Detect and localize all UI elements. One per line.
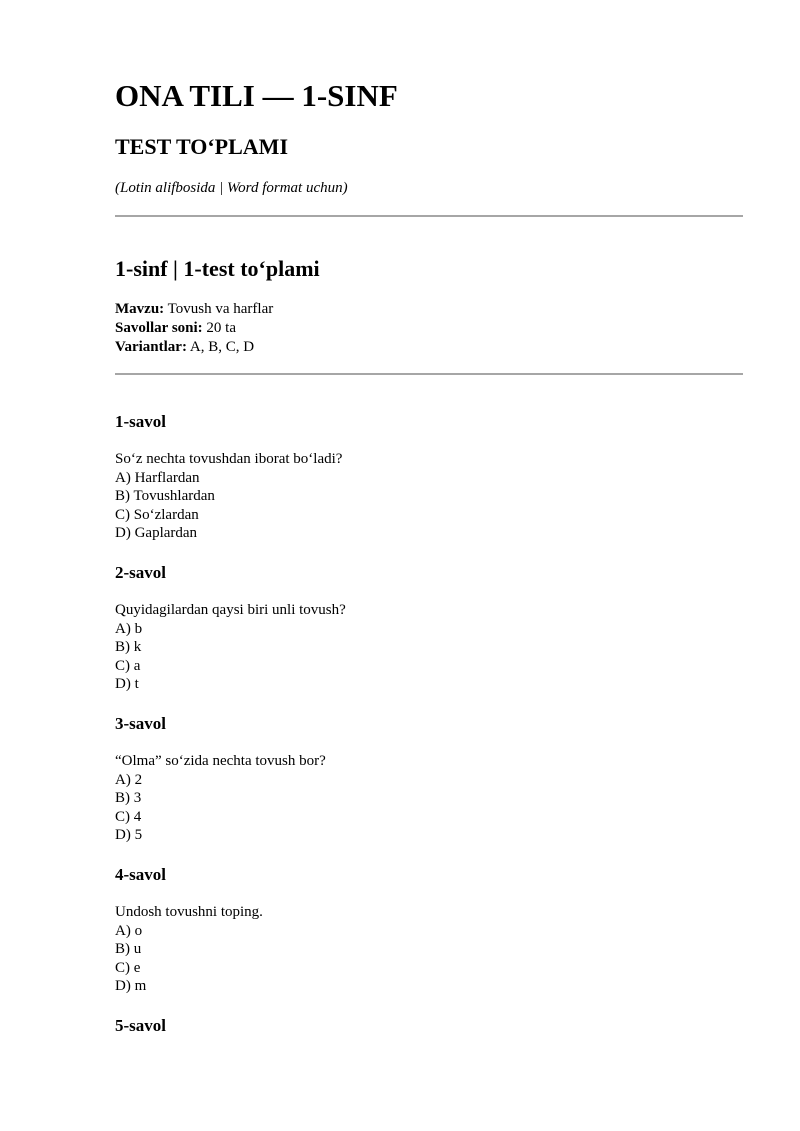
answer-option-c: C) e — [115, 959, 141, 976]
question-text: So‘z nechta tovushdan iborat bo‘ladi? — [115, 451, 343, 467]
document-subtitle: TEST TO‘PLAMI — [115, 134, 289, 159]
document-title: ONA TILI — 1-SINF — [115, 78, 398, 113]
answer-option-c: C) a — [115, 657, 141, 674]
section-meta — [115, 300, 273, 357]
horizontal-divider — [115, 215, 743, 217]
answer-option-a: A) b — [115, 620, 143, 637]
question-3 — [115, 713, 743, 845]
topic-label: Mavzu: — [115, 301, 165, 317]
question-2 — [115, 562, 743, 694]
question-count-value: 20 ta — [206, 320, 236, 336]
answer-option-a: A) Harflardan — [115, 469, 200, 486]
question-1 — [115, 411, 743, 543]
answer-option-d: D) 5 — [115, 827, 143, 844]
question-list — [115, 411, 743, 1056]
answer-option-d: D) t — [115, 676, 139, 693]
question-heading: 2-savol — [115, 562, 166, 582]
question-count-line — [115, 319, 273, 338]
answer-option-b: B) Tovushlardan — [115, 488, 215, 505]
section-title: 1-sinf | 1-test to‘plami — [115, 256, 320, 281]
answer-option-b: B) 3 — [115, 790, 142, 807]
horizontal-divider — [115, 373, 743, 375]
question-count-label: Savollar soni: — [115, 320, 203, 336]
question-heading: 1-savol — [115, 412, 166, 431]
question-text: Undosh tovushni toping. — [115, 903, 263, 920]
answer-option-b: B) u — [115, 941, 142, 958]
question-heading: 3-savol — [115, 713, 166, 733]
answer-option-a: A) o — [115, 922, 143, 939]
document-note: (Lotin alifbosida | Word format uchun) — [115, 180, 348, 196]
answer-option-a: A) 2 — [115, 771, 143, 788]
variants-value: A, B, C, D — [189, 339, 255, 355]
question-heading: 5-savol — [115, 1015, 166, 1035]
variants-label: Variantlar: — [115, 339, 187, 355]
answer-option-c: C) So‘zlardan — [115, 506, 199, 523]
answer-option-b: B) k — [115, 639, 142, 656]
question-text: Quyidagilardan qaysi biri unli tovush? — [115, 601, 346, 618]
topic-value: Tovush va harflar — [167, 301, 274, 317]
variants-line — [115, 338, 273, 357]
answer-option-d: D) m — [115, 978, 147, 995]
question-5 — [115, 1015, 743, 1037]
question-4 — [115, 864, 743, 996]
answer-option-d: D) Gaplardan — [115, 525, 198, 542]
question-text: “Olma” so‘zida nechta tovush bor? — [115, 752, 326, 769]
answer-option-c: C) 4 — [115, 808, 142, 825]
topic-line — [115, 300, 273, 319]
question-heading: 4-savol — [115, 864, 166, 884]
